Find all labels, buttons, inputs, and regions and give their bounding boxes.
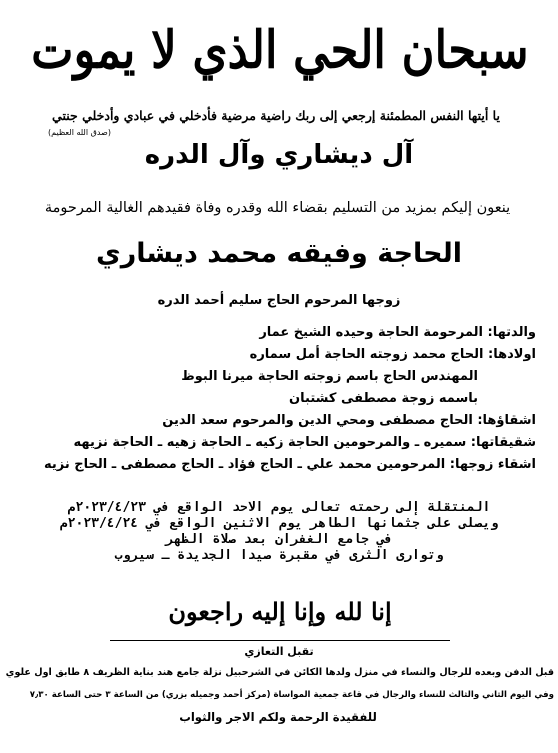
- spouse-line: زوجها المرحوم الحاج سليم أحمد الدره: [157, 293, 401, 308]
- relatives-list: [6, 322, 536, 476]
- detail-line-mosque: في جامع الغفران بعد صلاة الظهر: [165, 532, 393, 547]
- detail-line-prayer: ويصلى على جثمانها الطاهر يوم الاثنين الواقع في ٢٠٢٣/٤/٢٤م: [59, 516, 499, 531]
- relative-line-mother: والدتها: المرحومة الحاجة وحيده الشيخ عمار: [259, 325, 536, 340]
- condolence-line-3: للفقيدة الرحمة ولكم الاجر والثواب: [179, 710, 377, 724]
- relative-line-child-2: المهندس الحاج باسم زوجته الحاجة ميرنا البوظ: [181, 369, 478, 384]
- relative-line-sisters: شقيقاتها: سميره ـ والمرحومين الحاجة زكيه ـ الحاجة زهيه ـ الحاجة نزيهه: [73, 435, 536, 450]
- relative-line-in-laws: اشقاء زوجها: المرحومين محمد علي ـ الحاج فؤاد ـ الحاج مصطفى ـ الحاج نزيه: [43, 457, 536, 472]
- divider: [110, 640, 450, 641]
- quran-verse: يا أيتها النفس المطمئنة إرجعي إلى ربك راضية مرضية فأدخلي في عبادي وأدخلي جنتي: [52, 108, 500, 123]
- announcement-text: ينعون إليكم بمزيد من التسليم بقضاء الله وقدره وفاة فقيدهم الغالية المرحومة: [44, 200, 511, 216]
- detail-line-death: المنتقلة إلى رحمته تعالى يوم الاحد الواقع في ٢٠٢٣/٤/٢٣م: [67, 500, 491, 515]
- relative-line-brothers: اشقاؤها: الحاج مصطفى ومحي الدين والمرحوم سعد الدين: [162, 413, 536, 428]
- relative-line-children: اولادها: الحاج محمد زوجته الحاجة أمل سماره: [249, 347, 536, 362]
- deceased-name: الحاجة وفيقه محمد ديشاري: [95, 238, 463, 269]
- families-heading: آل ديشاري وآل الدره: [144, 140, 414, 170]
- funeral-details: [0, 500, 558, 564]
- condolence-line-2: وفي اليوم الثاني والثالث للنساء والرجال في قاعة جمعية المواساة (مركز أحمد وجميله بزري) من الساعة ٣ حتى الساعة ٧٫٣٠: [29, 690, 554, 700]
- condolences-list: [2, 662, 554, 728]
- detail-line-burial: وتوارى الثرى في مقبرة صيدا الجديدة ـ سيروب: [114, 548, 444, 563]
- closing-calligraphy: إنا لله وإنا إليه راجعون: [168, 597, 392, 626]
- verse-citation: (صدق الله العظيم): [48, 128, 111, 137]
- relative-line-child-3: باسمه زوجة مصطفى كشتبان: [289, 391, 478, 406]
- condolence-line-1: قبل الدفن وبعده للرجال والنساء في منزل ولدها الكائن في الشرحبيل نزلة جامع هند بناية الظريف ٨ طابق اول علوي: [5, 667, 554, 678]
- header-calligraphy: سبحان الحي الذي لا يموت: [31, 18, 529, 80]
- condolences-title: تقبل التعازي: [244, 645, 314, 658]
